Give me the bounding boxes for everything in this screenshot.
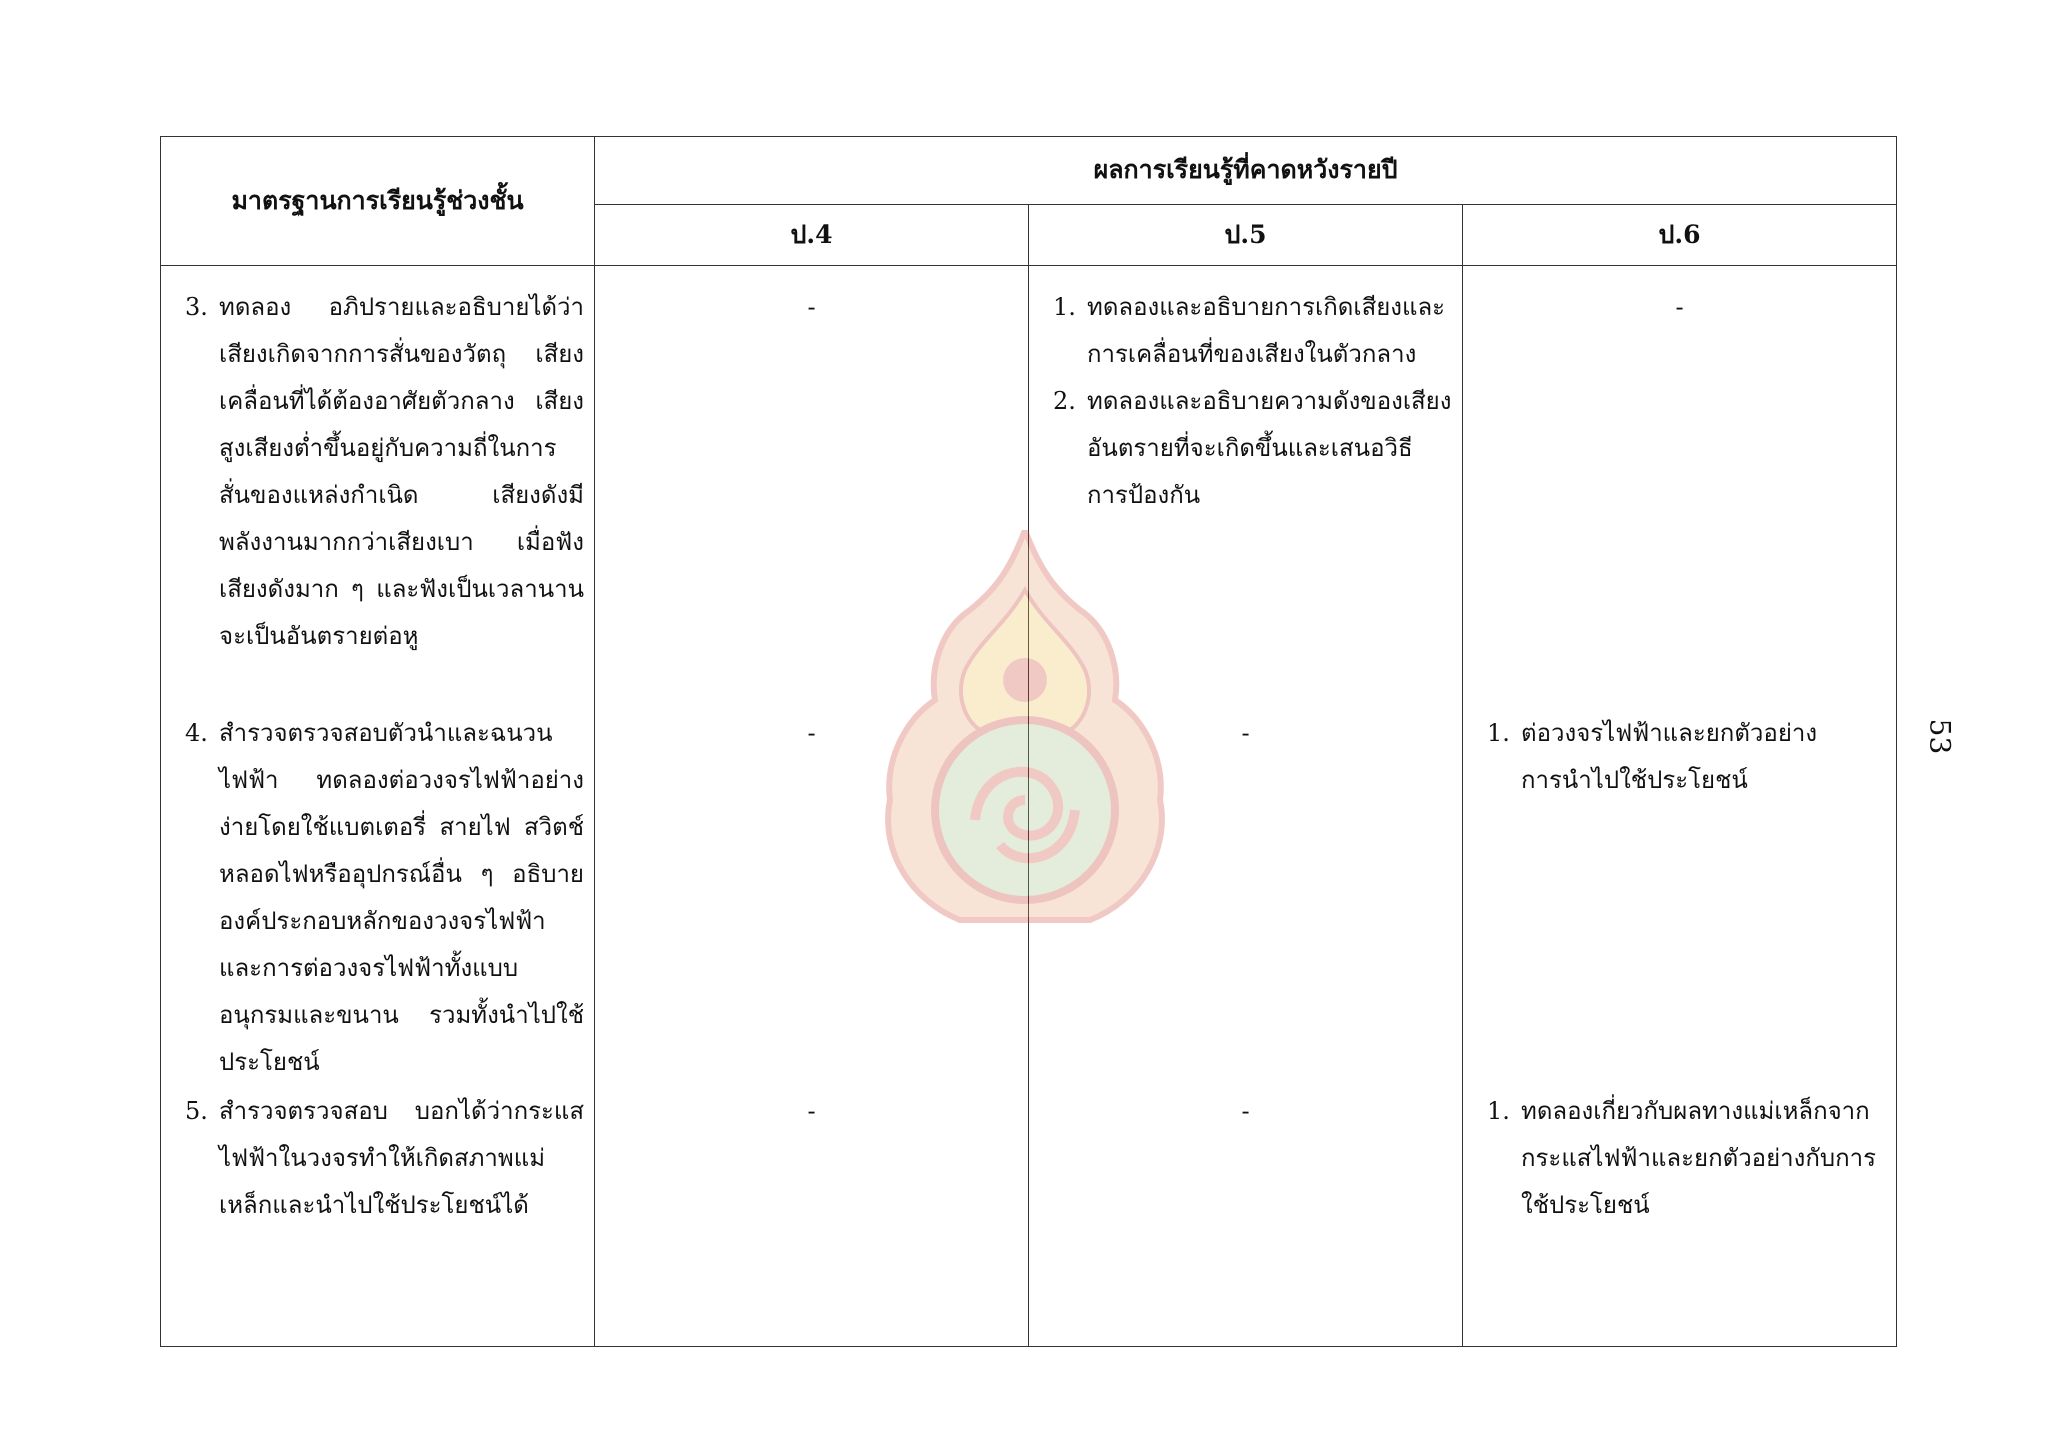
p6-row5-outcomes [1463, 1088, 1896, 1229]
p4-row5-dash: - [807, 1097, 816, 1125]
standard-number: 4. [185, 719, 208, 747]
p4-row3-dash: - [807, 293, 816, 321]
outcome-text: ทดลองและอธิบายความดังของเสียงอันตรายที่จะเกิดขึ้นและเสนอวิธีการป้องกัน [1087, 387, 1452, 509]
p5-row4-dash: - [1241, 719, 1250, 747]
p5-column [1029, 266, 1463, 1347]
p4-row4-dash: - [807, 719, 816, 747]
outcome-text: ทดลองและอธิบายการเกิดเสียงและการเคลื่อนที่ของเสียงในตัวกลาง [1087, 293, 1446, 368]
standard-item-5 [161, 1088, 594, 1229]
p6-row4-outcomes [1463, 710, 1896, 804]
standard-header: มาตรฐานการเรียนรู้ช่วงชั้น [161, 137, 595, 266]
standard-text: สำรวจตรวจสอบตัวนำและฉนวนไฟฟ้า ทดลองต่อวงจรไฟฟ้าอย่างง่ายโดยใช้แบตเตอรี่ สายไฟ สวิตช์ หลอดไฟหรืออุปกรณ์อื่น ๆ อธิบายองค์ประกอบหลักของวงจรไฟฟ้าและการต่อวงจรไฟฟ้าทั้งแบบอนุกรมและขนาน รวมทั้งนำไปใช้ประโยชน์ [219, 719, 584, 1076]
standard-item-4 [161, 710, 594, 1086]
standard-text: สำรวจตรวจสอบ บอกได้ว่ากระแสไฟฟ้าในวงจรทำให้เกิดสภาพแม่เหล็กและนำไปใช้ประโยชน์ได้ [219, 1097, 584, 1219]
page-number: 53 [1923, 718, 1957, 755]
standards-column [161, 266, 595, 1347]
outcome-number: 1. [1053, 293, 1076, 321]
outcome-number: 1. [1487, 1097, 1510, 1125]
p4-column [595, 266, 1029, 1347]
standard-number: 5. [185, 1097, 208, 1125]
outcome-text: ทดลองเกี่ยวกับผลทางแม่เหล็กจากกระแสไฟฟ้าและยกตัวอย่างกับการใช้ประโยชน์ [1521, 1097, 1877, 1219]
outcome-number: 2. [1053, 387, 1076, 415]
p5-row3-outcomes [1029, 284, 1462, 519]
p5-row5-dash: - [1241, 1097, 1250, 1125]
outcome-text: ต่อวงจรไฟฟ้าและยกตัวอย่างการนำไปใช้ประโยชน์ [1521, 719, 1818, 794]
standard-text: ทดลอง อภิปรายและอธิบายได้ว่าเสียงเกิดจากการสั่นของวัตถุ เสียงเคลื่อนที่ได้ต้องอาศัยตัวกลาง เสียงสูงเสียงต่ำขึ้นอยู่กับความถี่ในการสั่นของแหล่งกำเนิด เสียงดังมีพลังงานมากกว่าเสียงเบา เมื่อฟังเสียงดังมาก ๆ และฟังเป็นเวลานานจะเป็นอันตรายต่อหู [219, 293, 584, 650]
p6-column [1463, 266, 1897, 1347]
grade-header-p6: ป.6 [1463, 204, 1897, 265]
standard-number: 3. [185, 293, 208, 321]
grade-header-p5: ป.5 [1029, 204, 1463, 265]
standard-item-3 [161, 284, 594, 660]
outcome-number: 1. [1487, 719, 1510, 747]
grade-header-p4: ป.4 [595, 204, 1029, 265]
curriculum-table [160, 136, 1897, 1347]
p6-row3-dash: - [1675, 293, 1684, 321]
outcome-header: ผลการเรียนรู้ที่คาดหวังรายปี [595, 137, 1897, 205]
